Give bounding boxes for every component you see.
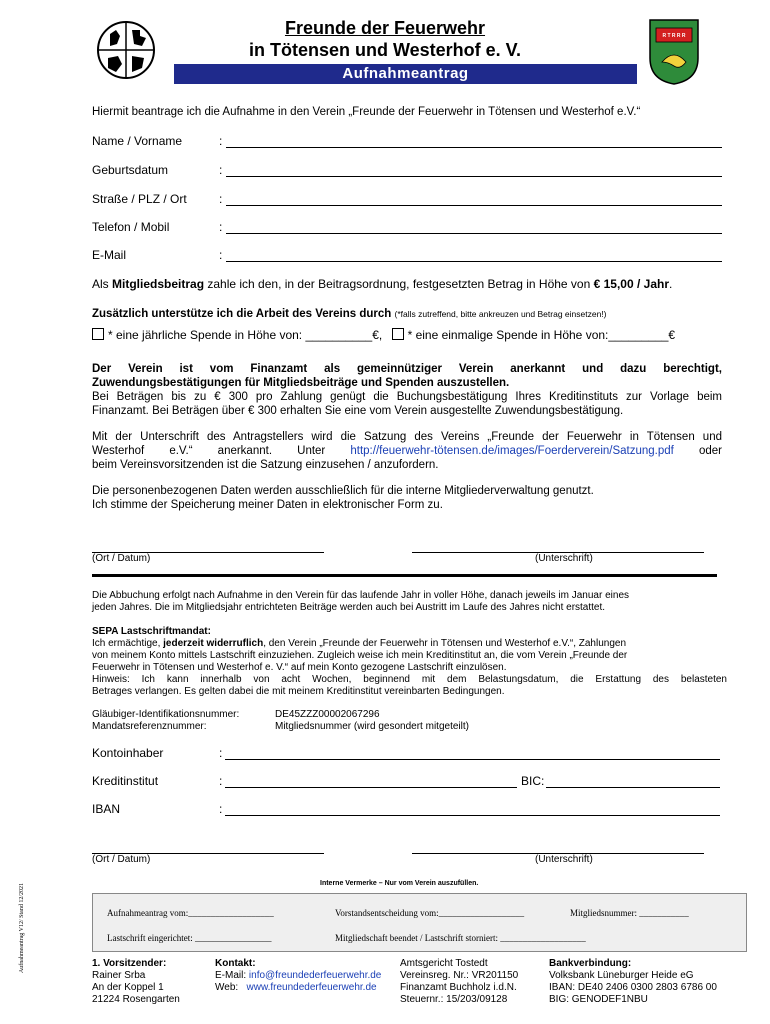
internal-membership-ended: Mitgliedschaft beendet / Lastschrift storniert: ___________________ (335, 933, 586, 943)
address-input[interactable] (226, 205, 722, 206)
bic-label: BIC: (521, 774, 545, 788)
field-label-email: E-Mail (92, 248, 127, 262)
field-sep: : (219, 192, 223, 206)
bank-institute-input[interactable] (225, 787, 517, 788)
account-holder-input[interactable] (225, 759, 720, 760)
one-time-donation-checkbox[interactable] (392, 328, 404, 340)
tax-notice: Der Verein ist vom Finanzamt als gemeinnütziger Verein anerkannt und dazu berechtigt, Zuwendungsbestätigungen für Mitgliedsbeiträge und Spenden auszustellen. Bei Beträgen bis zu € 300 pro Zahlung genügt die Buchungsbestätigung Ihres Kreditinstituts zur Vorlage beim Finanzamt. Bei Beträgen über € 300 erhalten Sie eine vom Verein ausgestellte Zuwendungsbestätigung. (92, 363, 722, 417)
signature-label: (Unterschrift) (535, 553, 593, 564)
annual-donation-label: * eine jährliche Spende in Höhe von: __________€, (108, 328, 383, 342)
footer-web-link[interactable]: www.freundederfeuerwehr.de (246, 982, 377, 993)
donation-options (92, 328, 732, 342)
footer-email-link[interactable]: info@freundederfeuerwehr.de (248, 970, 382, 981)
field-label-address: Straße / PLZ / Ort (92, 192, 187, 206)
bic-input[interactable] (546, 787, 720, 788)
place-date-label: (Ort / Datum) (92, 553, 151, 564)
statute-link[interactable]: http://feuerwehr-tötensen.de/images/Foerderverein/Satzung.pdf (350, 445, 674, 457)
name-input[interactable] (226, 147, 722, 148)
footer-registry: Amtsgericht Tostedt Vereinsreg. Nr.: VR201150 Finanzamt Buchholz i.d.N. Steuernr.: 15/203/09128 (400, 958, 519, 1005)
field-sep: : (219, 746, 223, 760)
phone-input[interactable] (226, 233, 722, 234)
field-sep: : (219, 134, 223, 148)
footer-bank: Bankverbindung: Volksbank Lüneburger Heide eG IBAN: DE40 2406 0300 2803 6786 00 BIG: GENODEF1NBU (549, 958, 717, 1005)
privacy-text: Die personenbezogenen Daten werden ausschließlich für die interne Mitgliederverwaltung genutzt. Ich stimme der Speicherung meiner Daten in elektronischer Form zu. (92, 485, 594, 511)
page-subtitle: in Tötensen und Westerhof e. V. (248, 40, 522, 60)
page-title: Freunde der Feuerwehr (284, 18, 486, 38)
sepa-mandate: SEPA Lastschriftmandat: Ich ermächtige, jederzeit widerruflich, den Verein „Freunde der Feuerwehr in Tötensen und Westerhof e.V.“, Zahlungen von meinem Konto mittels Lastschrift einzuziehen. Zugleich weise ich mein Kreditinstitut an, die vom Verein „Freunde der Feuerwehr in Tötensen und Westerhof e. V.“ auf mein Konto gezogene Lastschrift einzulösen. Hinweis: Ich kann innerhalb von acht Wochen, beginnend mit dem Belastungsdatum, die Erstattung des belasteten Betrages verlangen. Es gelten dabei die mit meinem Kreditinstitut vereinbarten Bedingungen. (92, 626, 727, 697)
intro-text: Hiermit beantrage ich die Aufnahme in den Verein „Freunde der Feuerwehr in Tötensen und Westerhof e.V.“ (92, 106, 641, 118)
one-time-donation-label: * eine einmalige Spende in Höhe von:_________€ (407, 328, 676, 342)
field-sep: : (219, 774, 223, 788)
form-banner: Aufnahmeantrag (174, 64, 637, 84)
iban-label: IBAN (92, 802, 121, 816)
footer-chair: 1. Vorsitzender: Rainer Srba An der Koppel 1 21224 Rosengarten (92, 958, 180, 1005)
internal-application-date: Aufnahmeantrag vom:___________________ (107, 908, 274, 918)
creditor-id-label: Gläubiger-Identifikationsnummer: (92, 709, 240, 720)
mandate-ref-value: Mitgliedsnummer (wird gesondert mitgeteilt) (275, 721, 469, 732)
field-label-birthdate: Geburtsdatum (92, 163, 169, 177)
field-sep: : (219, 248, 223, 262)
sepa-heading: SEPA Lastschriftmandat: (92, 626, 211, 637)
creditor-id-value: DE45ZZZ00002067296 (275, 709, 380, 720)
annual-donation-checkbox[interactable] (92, 328, 104, 340)
field-sep: : (219, 802, 223, 816)
divider (92, 574, 717, 577)
internal-member-number: Mitgliedsnummer: ___________ (570, 908, 689, 918)
internal-heading: Interne Vermerke – Nur vom Verein auszufüllen. (320, 880, 479, 887)
footer-contact: Kontakt: E-Mail: info@freundederfeuerwehr.de Web: www.freundederfeuerwehr.de (215, 958, 382, 993)
coat-banner-text: R T R R R (662, 33, 686, 39)
internal-board-decision: Vorstandsentscheidung vom:___________________ (335, 908, 525, 918)
coat-of-arms-icon (648, 18, 700, 86)
place-date-label-2: (Ort / Datum) (92, 854, 151, 865)
membership-text: Als Mitgliedsbeitrag zahle ich den, in der Beitragsordnung, festgesetzten Betrag in Höhe von € 15,00 / Jahr. (92, 277, 673, 291)
bank-institute-label: Kreditinstitut (92, 774, 159, 788)
field-sep: : (219, 163, 223, 177)
statute-text: Mit der Unterschrift des Antragstellers wird die Satzung des Vereins „Freunde der Feuerwehr in Tötensen und Westerhof e.V.“ anerkannt. Unter http://feuerwehr-tötensen.de/images/Foerderverein/Satzung.pdf oder beim Vereinsvorsitzenden ist die Satzung einzusehen / anzufordern. (92, 431, 722, 471)
birthdate-input[interactable] (226, 176, 722, 177)
email-input[interactable] (226, 261, 722, 262)
version-note: Aufnahmeantrag V12/ Stand 12/2021 (19, 882, 25, 974)
account-holder-label: Kontoinhaber (92, 746, 164, 760)
field-label-name: Name / Vorname (92, 134, 183, 148)
field-label-phone: Telefon / Mobil (92, 220, 170, 234)
mandate-ref-label: Mandatsreferenznummer: (92, 721, 207, 732)
internal-debit-setup: Lastschrift eingerichtet: _________________ (107, 933, 272, 943)
signature-label-2: (Unterschrift) (535, 854, 593, 865)
field-sep: : (219, 220, 223, 234)
support-heading: Zusätzlich unterstütze ich die Arbeit des Vereins durch (*falls zutreffend, bitte ankreuzen und Betrag einsetzen!) (92, 308, 607, 320)
debit-text: Die Abbuchung erfolgt nach Aufnahme in den Verein für das laufende Jahr in voller Höhe, danach jeweils im Januar eines jeden Jahres. Die im Mitgliedsjahr entrichteten Beiträge werden auch bei Austritt im Laufe des Jahres nicht erstattet. (92, 590, 630, 613)
internal-box (92, 893, 747, 952)
iban-input[interactable] (225, 815, 720, 816)
